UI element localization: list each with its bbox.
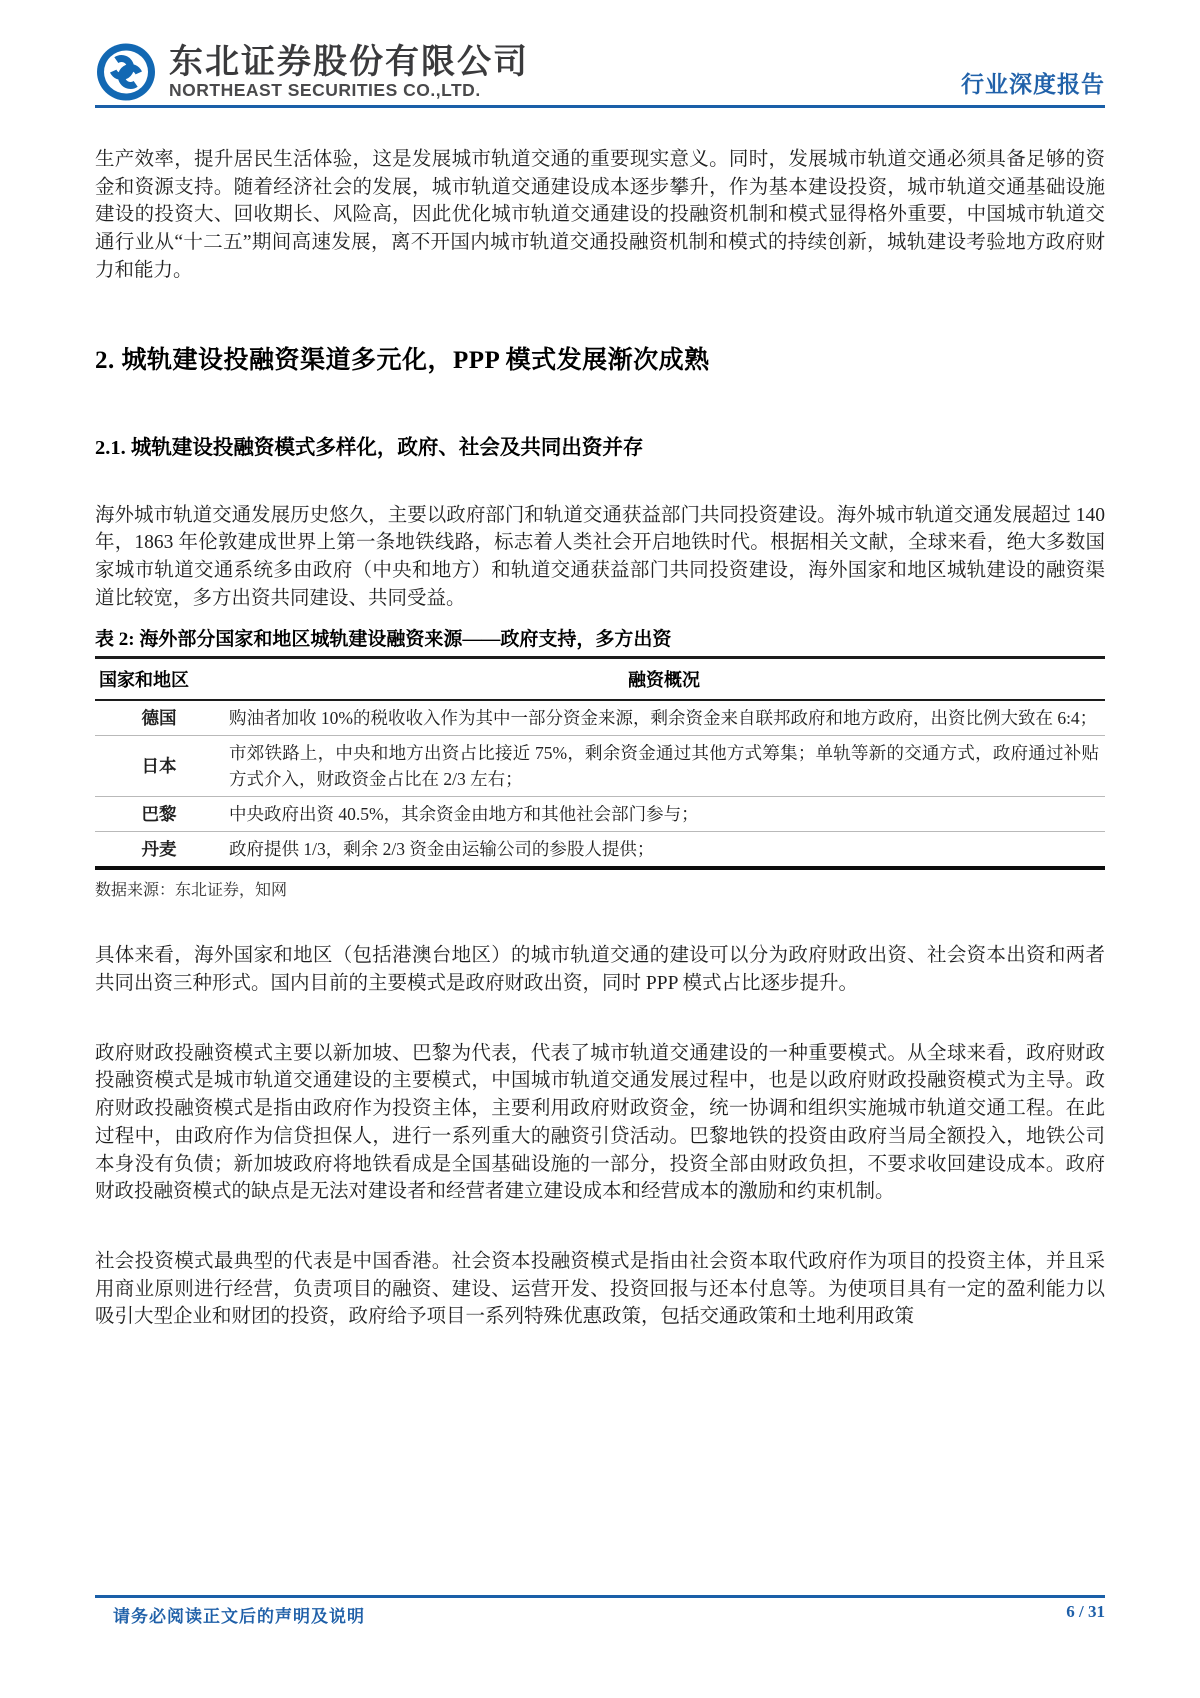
financing-sources-table <box>95 659 1105 870</box>
paragraph-three-forms: 具体来看，海外国家和地区（包括港澳台地区）的城市轨道交通的建设可以分为政府财政出资、社会资本出资和两者共同出资三种形式。国内目前的主要模式是政府财政出资，同时 PPP 模式占比逐步提升。 <box>95 945 1105 995</box>
page-header <box>95 38 1105 108</box>
paragraph-overseas-history: 海外城市轨道交通发展历史悠久，主要以政府部门和轨道交通获益部门共同投资建设。海外城市轨道交通发展超过 140 年，1863 年伦敦建成世界上第一条地铁线路，标志着人类社会开启地铁时代。根据相关文献，全球来看，绝大多数国家城市轨道交通系统多由政府（中央和地方）和轨道交通获益部门共同投资建设，海外国家和地区城轨建设的融资渠道比较宽，多方出资共同建设、共同受益。 <box>95 504 1105 609</box>
footer-disclaimer: 请务必阅读正文后的声明及说明 <box>113 1607 365 1626</box>
table-source-note: 数据来源：东北证券，知网 <box>95 882 288 900</box>
company-names <box>169 42 529 100</box>
report-content <box>95 130 1105 1331</box>
company-name-en: NORTHEAST SECURITIES CO.,LTD. <box>169 79 481 100</box>
paragraph-government-model: 政府财政投融资模式主要以新加坡、巴黎为代表，代表了城市轨道交通建设的一种重要模式。从全球来看，政府财政投融资模式是城市轨道交通建设的主要模式，中国城市轨道交通发展过程中，也是以政府财政投融资模式为主导。政府财政投融资模式是指由政府作为投资主体，主要利用政府财政资金，统一协调和组织实施城市轨道交通工程。在此过程中，由政府作为信贷担保人，进行一系列重大的融资引贷活动。巴黎地铁的投资由政府当局全额投入，地铁公司本身没有负债；新加坡政府将地铁看成是全国基础设施的一部分，投资全部由财政负担，不要求收回建设成本。政府财政投融资模式的缺点是无法对建设者和经营者建立建设成本和经营成本的激励和约束机制。 <box>95 1042 1105 1203</box>
section-heading-2: 2. 城轨建设投融资渠道多元化，PPP 模式发展渐次成熟 <box>95 346 710 374</box>
country-cell: 丹麦 <box>141 839 177 860</box>
desc-cell: 中央政府出资 40.5%，其余资金由地方和其他社会部门参与； <box>223 797 1105 832</box>
table-row <box>95 797 1105 832</box>
northeast-securities-logo-icon <box>95 41 157 103</box>
report-type-label: 行业深度报告 <box>961 72 1105 97</box>
paragraph-social-investment: 社会投资模式最典型的代表是中国香港。社会资本投融资模式是指由社会资本取代政府作为项目的投资主体，并且采用商业原则进行经营，负责项目的融资、建设、运营开发、投资回报与还本付息等。为使项目具有一定的盈利能力以吸引大型企业和财团的投资，政府给予项目一系列特殊优惠政策，包括交通政策和土地利用政策 <box>95 1250 1105 1328</box>
desc-cell: 政府提供 1/3，剩余 2/3 资金由运输公司的参股人提供； <box>229 839 655 860</box>
table-row <box>95 736 1105 797</box>
table-2-caption: 表 2: 海外部分国家和地区城轨建设融资来源——政府支持，多方出资 <box>95 624 1105 659</box>
page-number: 6 / 31 <box>1066 1602 1105 1621</box>
subsection-heading-2-1: 2.1. 城轨建设投融资模式多样化，政府、社会及共同出资并存 <box>95 436 644 459</box>
column-header-desc: 融资概况 <box>223 659 1105 700</box>
country-cell: 德国 <box>95 700 223 736</box>
table-row <box>95 700 1105 736</box>
page-footer <box>95 1595 1105 1627</box>
paragraph-intro: 生产效率，提升居民生活体验，这是发展城市轨道交通的重要现实意义。同时，发展城市轨道交通必须具备足够的资金和资源支持。随着经济社会的发展，城市轨道交通建设成本逐步攀升，作为基本建设投资，城市轨道交通基础设施建设的投资大、回收期长、风险高，因此优化城市轨道交通建设的投融资机制和模式显得格外重要，中国城市轨道交通行业从“十二五”期间高速发展，离不开国内城市轨道交通投融资机制和模式的持续创新，城轨建设考验地方政府财力和能力。 <box>95 149 1105 281</box>
country-cell: 日本 <box>95 736 223 797</box>
desc-cell: 购油者加收 10%的税收收入作为其中一部分资金来源，剩余资金来自联邦政府和地方政府，出资比例大致在 6:4； <box>223 700 1105 736</box>
table-header-row <box>95 659 1105 700</box>
column-header-country: 国家和地区 <box>95 659 223 700</box>
company-brand <box>95 41 529 103</box>
country-cell: 巴黎 <box>95 797 223 832</box>
company-name-cn: 东北证券股份有限公司 <box>169 42 529 81</box>
table-row <box>95 832 1105 869</box>
desc-cell: 市郊铁路上，中央和地方出资占比接近 75%，剩余资金通过其他方式筹集；单轨等新的交通方式，政府通过补贴方式介入，财政资金占比在 2/3 左右； <box>223 736 1105 797</box>
